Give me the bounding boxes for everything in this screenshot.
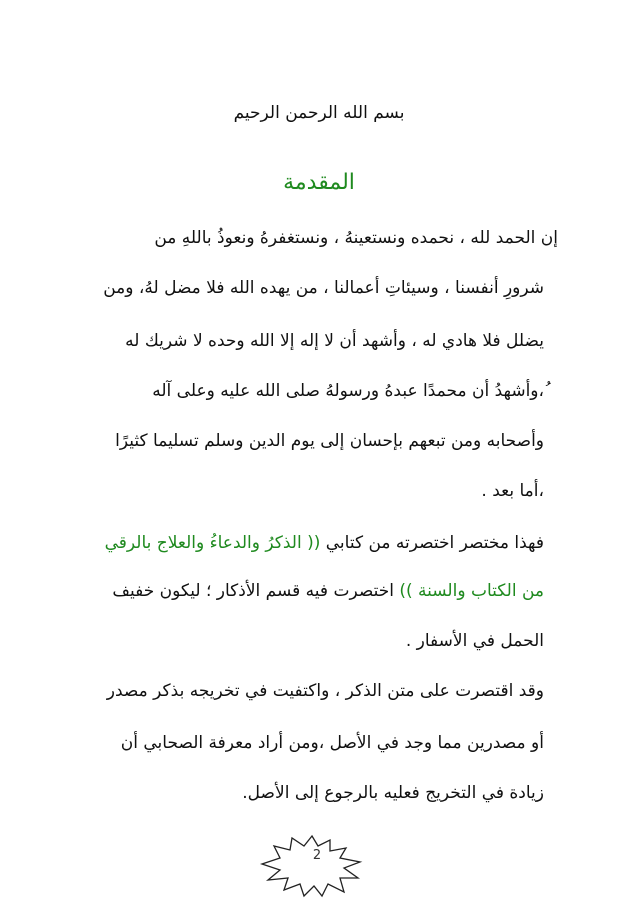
paragraph-line: أو مصدرين مما وجد في الأصل ،ومن أراد معرفة الصحابي أن bbox=[120, 733, 544, 753]
paragraph-line: يضلل فلا هادي له ، وأشهد أن لا إله إلا الله وحده لا شريك له bbox=[125, 331, 544, 351]
book-title-highlight: (( الذكرُ والدعاءُ والعلاج بالرقي bbox=[104, 533, 321, 553]
paragraph-line: ،أما بعد . bbox=[481, 481, 544, 501]
book-title-highlight: من الكتاب والسنة )) bbox=[399, 581, 544, 601]
line-text: فهذا مختصر اختصرته من كتابي bbox=[320, 533, 544, 553]
paragraph-line bbox=[112, 579, 544, 603]
page-number-star-icon bbox=[256, 834, 368, 898]
paragraph-line: شرورِ أنفسنا ، وسيئاتِ أعمالنا ، من يهده الله فلا مضل لهُ، ومن bbox=[103, 278, 544, 298]
page-title: المقدمة bbox=[283, 170, 355, 195]
paragraph-line: وقد اقتصرت على متن الذكر ، واكتفيت في تخريجه بذكر مصدر bbox=[106, 681, 544, 701]
paragraph-line bbox=[105, 531, 544, 555]
paragraph-line: وأصحابه ومن تبعهم بإحسان إلى يوم الدين وسلم تسليما كثيرًا bbox=[115, 431, 544, 451]
paragraph-line: ُ،وأشهدُ أن محمدًا عبدهُ ورسولهُ صلى الله عليه وعلى آله bbox=[152, 381, 544, 401]
paragraph-line: الحمل في الأسفار . bbox=[405, 631, 544, 651]
line-text: اختصرت فيه قسم الأذكار ؛ ليكون خفيف bbox=[112, 581, 400, 601]
paragraph-line: إن الحمد لله ، نحمده ونستعينهُ ، ونستغفرهُ ونعوذُ باللهِ من bbox=[154, 228, 558, 248]
paragraph-line: زيادة في التخريج فعليه بالرجوع إلى الأصل. bbox=[242, 783, 544, 803]
page-number: 2 bbox=[312, 848, 322, 863]
basmala-heading: بسم الله الرحمن الرحيم bbox=[233, 103, 405, 123]
